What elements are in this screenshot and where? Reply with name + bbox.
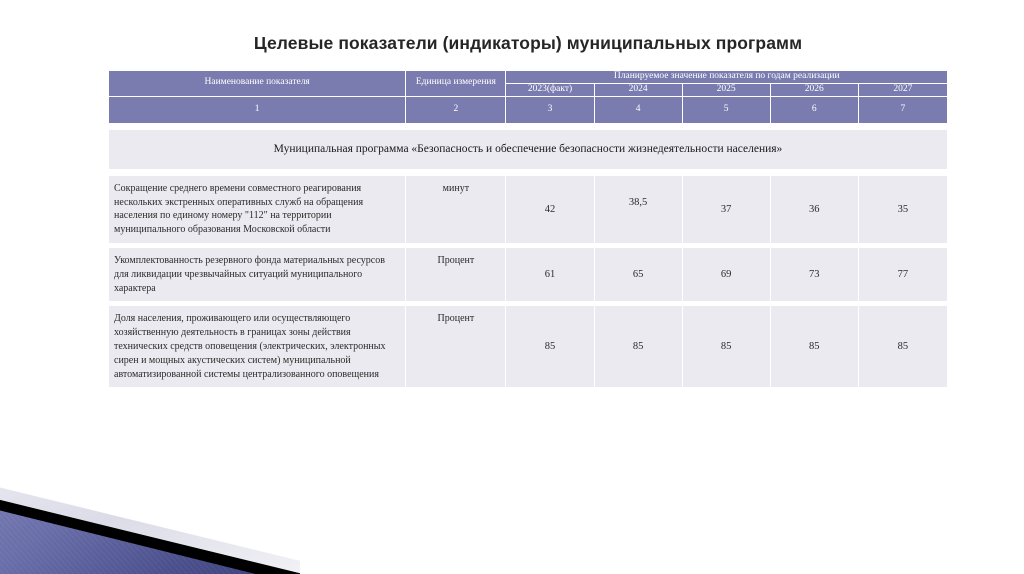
value-2027: 77 [858, 247, 947, 301]
header-year-2023: 2023(факт) [506, 83, 594, 96]
column-number-4: 4 [594, 96, 682, 123]
indicators-table [108, 70, 948, 388]
column-number-3: 3 [506, 96, 594, 123]
indicator-name: Укомплектованность резервного фонда материальных ресурсов для ликвидации чрезвычайных ситуаций муниципального характера [109, 247, 406, 301]
indicator-unit: Процент [406, 247, 506, 301]
header-year-2027: 2027 [858, 83, 947, 96]
value-2027: 35 [858, 175, 947, 243]
value-2026: 85 [770, 306, 858, 388]
value-2023: 85 [506, 306, 594, 388]
decor-black-stripe [0, 456, 300, 574]
header-indicator-name: Наименование показателя [109, 71, 406, 97]
value-2026: 73 [770, 247, 858, 301]
indicator-name: Доля населения, проживающего или осуществляющего хозяйственную деятельность в границах зоны действия технических средств оповещения (электрических, электронных сирен и мощных акустических систем) муниципальной автоматизированной системы централизованного оповещения [109, 306, 406, 388]
value-2026: 36 [770, 175, 858, 243]
decor-light-band [0, 454, 300, 574]
value-2023: 61 [506, 247, 594, 301]
column-number-2: 2 [406, 96, 506, 123]
decor-blue-triangle [0, 458, 300, 574]
program-title: Муниципальная программа «Безопасность и обеспечение безопасности жизнедеятельности населения» [109, 129, 948, 169]
indicator-name: Сокращение среднего времени совместного реагирования нескольких экстренных оперативных служб на обращения населения по единому номеру "112" на территории муниципального образования Московской области [109, 175, 406, 243]
header-year-2026: 2026 [770, 83, 858, 96]
value-2024: 65 [594, 247, 682, 301]
value-2024: 38,5 [594, 175, 682, 243]
value-2027: 85 [858, 306, 947, 388]
indicators-table-wrapper [108, 70, 948, 388]
table-column-number-row [109, 96, 948, 123]
header-year-2024: 2024 [594, 83, 682, 96]
header-unit: Единица измерения [406, 71, 506, 97]
column-number-5: 5 [682, 96, 770, 123]
column-number-1: 1 [109, 96, 406, 123]
header-year-2025: 2025 [682, 83, 770, 96]
value-2024: 85 [594, 306, 682, 388]
decorative-corner-graphic [0, 454, 300, 574]
column-number-6: 6 [770, 96, 858, 123]
table-row [109, 175, 948, 243]
indicator-unit: минут [406, 175, 506, 243]
table-row [109, 306, 948, 388]
decor-texture-overlay [0, 458, 300, 574]
page-title: Целевые показатели (индикаторы) муниципальных программ [253, 33, 803, 53]
program-title-row [109, 129, 948, 169]
table-header-row-top [109, 71, 948, 84]
value-2025: 85 [682, 306, 770, 388]
value-2023: 42 [506, 175, 594, 243]
indicator-unit: Процент [406, 306, 506, 388]
table-row [109, 247, 948, 301]
header-planned-values-group: Планируемое значение показателя по годам реализации [506, 71, 948, 84]
column-number-7: 7 [858, 96, 947, 123]
value-2025: 37 [682, 175, 770, 243]
value-2025: 69 [682, 247, 770, 301]
